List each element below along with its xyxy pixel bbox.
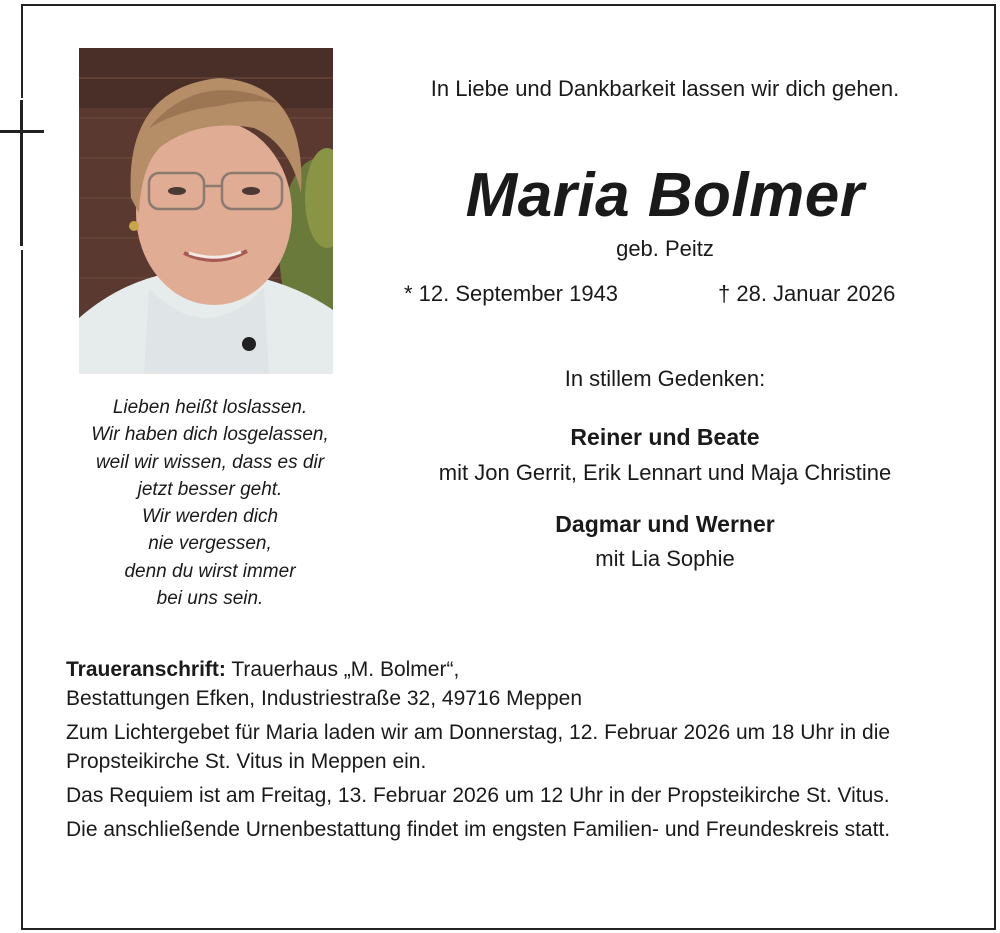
- poem-line: denn du wirst immer: [124, 560, 296, 582]
- poem: [40, 394, 380, 612]
- prayer-info: Zum Lichtergebet für Maria laden wir am Donnerstag, 12. Februar 2026 um 18 Uhr in die Propsteikirche St. Vitus in Meppen ein.: [66, 721, 891, 773]
- family-names: Reiner und Beate: [570, 424, 760, 450]
- cross-icon-horizontal: [0, 130, 44, 133]
- address-line: Trauerhaus „M. Bolmer“,: [225, 658, 460, 681]
- poem-line: Wir haben dich losgelassen,: [91, 424, 329, 446]
- intro-text: In Liebe und Dankbarkeit lassen wir dich gehen.: [430, 76, 900, 101]
- poem-line: Wir werden dich: [141, 506, 279, 528]
- address-line: Bestattungen Efken, Industriestraße 32, 49716 Meppen: [66, 687, 583, 710]
- requiem-info: Das Requiem ist am Freitag, 13. Februar 2026 um 12 Uhr in der Propsteikirche St. Vitus.: [66, 784, 890, 807]
- address-paragraph: [66, 655, 956, 713]
- family-children: mit Jon Gerrit, Erik Lennart und Maja Christine: [438, 460, 892, 485]
- burial-info: Die anschließende Urnenbestattung findet im engsten Familien- und Freundeskreis statt.: [66, 818, 891, 841]
- death-date: † 28. Januar 2026: [718, 281, 896, 306]
- poem-line: jetzt besser geht.: [137, 478, 283, 500]
- poem-line: nie vergessen,: [148, 533, 272, 555]
- deceased-name: Maria Bolmer: [465, 161, 865, 230]
- portrait-photo: [79, 48, 333, 374]
- notice-details: [66, 655, 956, 849]
- cross-icon-vertical: [20, 100, 23, 246]
- family-names: Dagmar und Werner: [555, 511, 775, 537]
- maiden-name: geb. Peitz: [616, 236, 714, 261]
- memory-label: In stillem Gedenken:: [564, 366, 766, 391]
- family-children: mit Lia Sophie: [595, 546, 735, 571]
- poem-line: Lieben heißt loslassen.: [112, 397, 308, 418]
- poem-line: bei uns sein.: [156, 588, 264, 610]
- birth-date: * 12. September 1943: [404, 281, 619, 306]
- poem-line: weil wir wissen, dass es dir: [95, 451, 325, 473]
- address-label: Traueranschrift:: [66, 658, 226, 681]
